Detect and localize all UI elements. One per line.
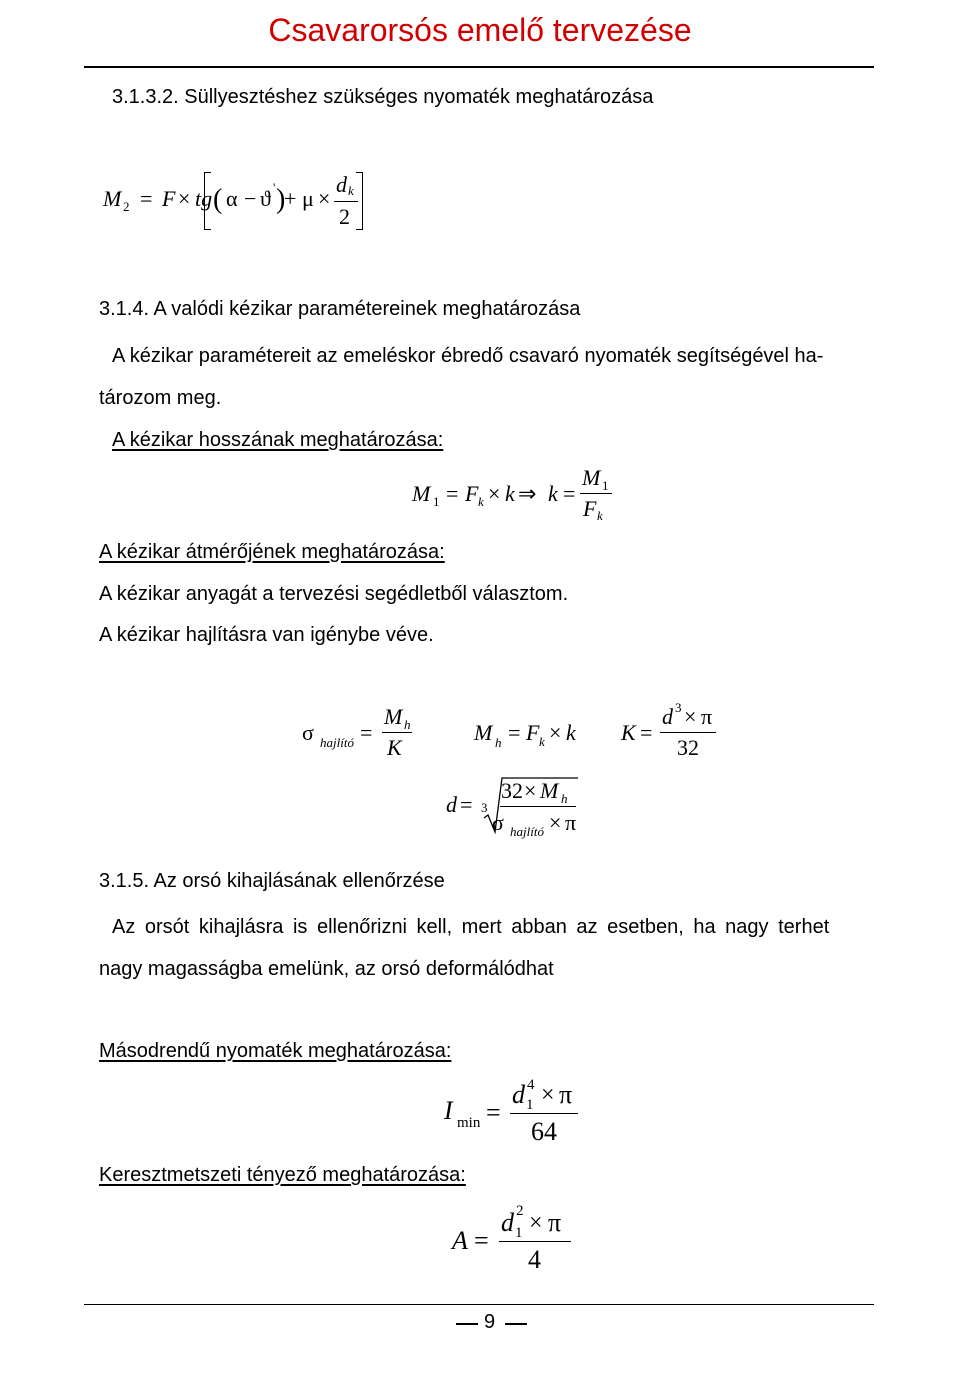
section-heading-3132: 3.1.3.2. Süllyesztéshez szükséges nyomaték meghatározása bbox=[112, 86, 654, 108]
right-bracket bbox=[356, 172, 363, 230]
paragraph-line: tározom meg. bbox=[99, 387, 222, 409]
fraction-bar bbox=[382, 732, 412, 733]
page-number: 9 bbox=[484, 1311, 496, 1333]
header-rule bbox=[84, 66, 874, 68]
section-heading-314: 3.1.4. A valódi kézikar paramétereinek meghatározása bbox=[99, 298, 581, 320]
subheading-second-moment: Másodrendű nyomaték meghatározása: bbox=[99, 1040, 452, 1062]
subheading-lever-diameter: A kézikar átmérőjének meghatározása: bbox=[99, 541, 445, 563]
fraction-bar bbox=[580, 493, 612, 494]
fraction-bar bbox=[510, 1113, 578, 1114]
paragraph-line: A kézikar paramétereit az emeléskor ébredő csavaró nyomaték segítségével ha- bbox=[112, 345, 824, 367]
page-number-dash bbox=[505, 1323, 527, 1325]
fraction-bar bbox=[660, 732, 716, 733]
subheading-section-factor: Keresztmetszeti tényező meghatározása: bbox=[99, 1164, 466, 1186]
paragraph-line: A kézikar anyagát a tervezési segédletből választom. bbox=[99, 583, 569, 605]
paragraph-line: A kézikar hajlításra van igénybe véve. bbox=[99, 624, 434, 646]
fraction-bar bbox=[499, 1241, 571, 1242]
footer-rule bbox=[84, 1304, 874, 1305]
left-bracket bbox=[204, 172, 211, 230]
paragraph-line: Az orsót kihajlásra is ellenőrizni kell, mert abban az esetben, ha nagy terhet bbox=[112, 916, 830, 938]
paragraph-line: nagy magasságba emelünk, az orsó deformálódhat bbox=[99, 958, 554, 980]
page-number-dash bbox=[456, 1323, 478, 1325]
subheading-lever-length: A kézikar hosszának meghatározása: bbox=[112, 429, 444, 451]
page-header-title: Csavarorsós emelő tervezése bbox=[268, 12, 692, 48]
section-heading-315: 3.1.5. Az orsó kihajlásának ellenőrzése bbox=[99, 870, 445, 892]
fraction-bar bbox=[334, 201, 358, 202]
fraction-bar bbox=[500, 806, 576, 807]
